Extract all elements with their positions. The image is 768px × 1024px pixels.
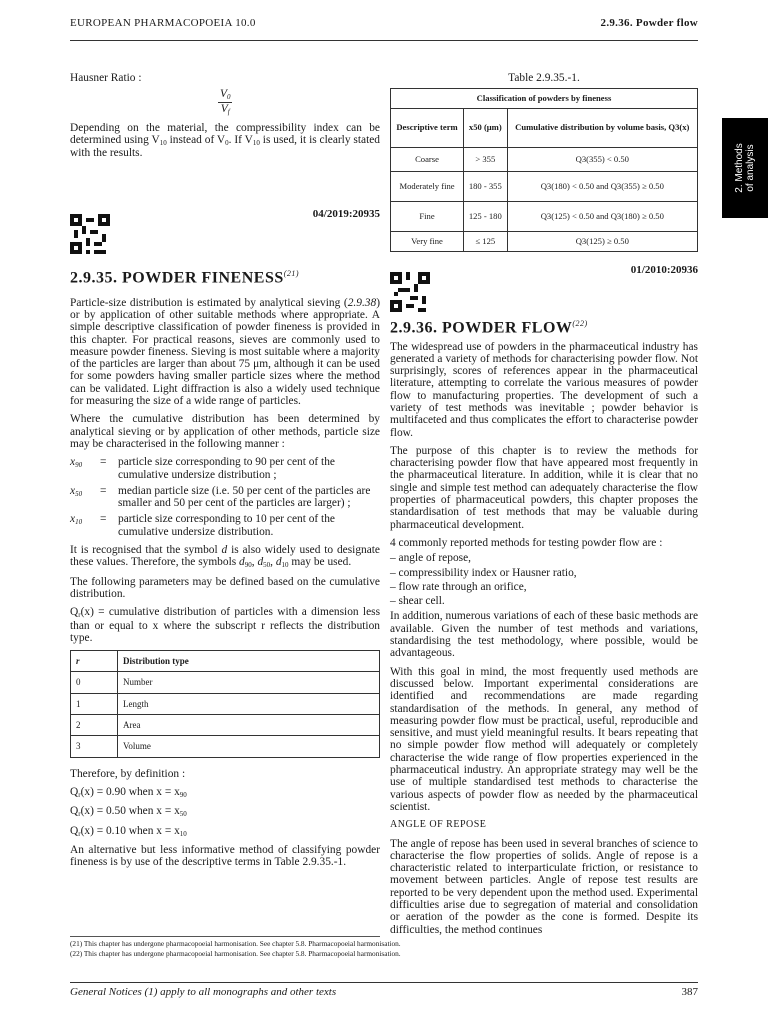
table-row: Fine 125 - 180 Q3(125) < 0.50 and Q3(180) ≥ 0.50 — [391, 201, 698, 231]
right-column — [390, 72, 698, 942]
fineness-table — [390, 88, 698, 251]
running-header-title: EUROPEAN PHARMACOPOEIA 10.0 — [70, 17, 256, 29]
qr-code — [70, 214, 380, 254]
footer-rule — [70, 982, 698, 983]
left-column — [70, 72, 380, 874]
equation: Qr(x) = 0.10 when x = x10 — [70, 824, 187, 838]
table-header: r — [71, 651, 118, 672]
paragraph: In addition, numerous variations of each of these basic methods are available. Given the number of test methods and variations, standardising the test methodology, where possible, would be advantageous. — [390, 610, 698, 660]
table-caption: Classification of powders by fineness — [391, 89, 698, 108]
paragraph: The widespread use of powders in the pharmaceutical industry has generated a variety of methods for characterising powder flow. Not surprisingly, scores of references appear in the pharmaceutical literature, attempting to correlate the various measures of powder flow to manufacturing properties. The development of such a variety of test methods was inevitable ; powder behavior is multifaceted and thus complicates the effort to characterise powder flow. — [390, 340, 698, 439]
table-header: Distribution type — [118, 651, 380, 672]
paragraph: 4 commonly reported methods for testing powder flow are : — [390, 536, 663, 549]
hausner-label: Hausner Ratio : — [70, 72, 142, 84]
hausner-formula: $\frac{V0}{Vf}$ — [220, 88, 231, 116]
table-header: Cumulative distribution by volume basis, Q3(x) — [507, 108, 697, 147]
table-row: Moderately fine 180 - 355 Q3(180) < 0.50 and Q3(355) ≥ 0.50 — [391, 171, 698, 201]
list-item: x10 = particle size corresponding to 10 per cent of the cumulative undersize distribution. — [70, 513, 335, 538]
equation: Qr(x) = 0.90 when x = x90 — [70, 785, 187, 799]
compressibility-note: Depending on the material, the compressibility index can be determined using V10 instead of V0. If V10 is used, it is clearly stated with the results. — [70, 121, 380, 160]
paragraph: The purpose of this chapter is to review the methods for characterising powder flow that have appeared most frequently in the pharmaceutical literature. In addition, while it is clear that no single and simple test method can adequately characterise the flow properties of pharmaceutical powders, this chapter proposes the standardisation of test methods that may be valuable during pharmaceutical development. — [390, 444, 698, 531]
ref-code: 01/2010:20936 — [630, 263, 698, 276]
side-tab-line1: 2. Methods — [734, 143, 745, 193]
table-row: 3 Volume — [71, 736, 380, 757]
section-title-flow: 2.9.36. POWDER FLOW$^{(22)}$ — [390, 318, 588, 337]
paragraph: Therefore, by definition : — [70, 767, 186, 780]
distribution-type-table — [70, 650, 380, 757]
definition-list — [70, 456, 380, 538]
paragraph: The following parameters may be defined based on the cumulative distribution. — [70, 575, 380, 600]
paragraph: The angle of repose has been used in several branches of science to characterise the flow properties of solids. Angle of repose is a characteristic related to interparticulate friction, or resistance to movement between particles. Angle of repose test results are reported to be very dependent upon the method used. Experimental difficulties arise due to segregation of material and consolidation or aeration of the powder as the cone is formed. Despite its difficulties, the method continues — [390, 837, 698, 936]
table-row: 1 Length — [71, 693, 380, 714]
paragraph: Qr(x) = cumulative distribution of particles with a dimension less than or equal to x where the subscript r reflects the distribution type. — [70, 606, 380, 644]
list-item: – flow rate through an orifice, — [390, 580, 527, 593]
list-item: x90 = particle size corresponding to 90 per cent of the cumulative undersize distribution ; — [70, 456, 335, 481]
table-header: x50 (μm) — [464, 108, 508, 147]
paragraph: An alternative but less informative method of classifying powder fineness is by use of the descriptive terms in Table 2.9.35.-1. — [70, 843, 380, 869]
table-title: Table 2.9.35.-1. — [508, 72, 580, 84]
table-row: Very fine ≤ 125 Q3(125) ≥ 0.50 — [391, 231, 698, 251]
footnote: (21) This chapter has undergone pharmacopoeial harmonisation. See chapter 5.8. Pharmacopoeial harmonisation. — [70, 939, 401, 948]
paragraph: It is recognised that the symbol d is also widely used to designate these values. Therefore, the symbols d90, d50, d10 may be used. — [70, 544, 380, 570]
subheading: ANGLE OF REPOSE — [390, 819, 487, 831]
equation: Qr(x) = 0.50 when x = x50 — [70, 805, 187, 819]
table-header: Descriptive term — [391, 108, 464, 147]
footer-note: General Notices (1) apply to all monographs and other texts — [70, 986, 337, 998]
footnote: (22) This chapter has undergone pharmacopoeial harmonisation. See chapter 5.8. Pharmacopoeial harmonisation. — [70, 948, 401, 958]
table-row: Coarse > 355 Q3(355) < 0.50 — [391, 147, 698, 171]
ref-code: 04/2019:20935 — [312, 207, 380, 220]
method-list — [390, 552, 698, 607]
running-header-section: 2.9.36. Powder flow — [600, 17, 698, 29]
section-title-fineness: 2.9.35. POWDER FINENESS$^{(21)}$ — [70, 269, 300, 287]
table-row: 0 Number — [71, 672, 380, 693]
paragraph: Particle-size distribution is estimated by analytical sieving (2.9.38) or by application of other suitable methods where appropriate. A simple descriptive classification of powder fineness is provided in this chapter. For practical reasons, sieves are commonly used to measure powder fineness. Sieving is most suitable where a majority of the particles are larger than about 75 μm, although it can be used for some powders having smaller particle sizes where the method can be validated. Light diffraction is also a widely used technique for measuring the size of a wide range of particles. — [70, 296, 380, 408]
list-item: – angle of repose, — [390, 552, 471, 565]
list-item: x50 = median particle size (i.e. 50 per cent of the particles are smaller and 50 per cent of the particles are larger) ; — [70, 484, 371, 510]
table-row: 2 Area — [71, 715, 380, 736]
list-item: – shear cell. — [390, 595, 445, 608]
paragraph: With this goal in mind, the most frequently used methods are discussed below. Important experimental considerations are identified and recommendations are made regarding standardisation of the methods. In general, any method of measuring powder flow must be practical, useful, reproducible and sensitive, and must yield meaningful results. It bears repeating that no simple powder flow method will adequately or completely characterise the wide range of flow properties experienced in the pharmaceutical industry. An appropriate strategy may well be the use of multiple standardised test methods to characterise the various aspects of powder flow as needed by the pharmaceutical scientist. — [390, 665, 698, 813]
side-tab — [722, 118, 768, 218]
page-number: 387 — [681, 986, 698, 998]
footnotes — [70, 939, 401, 958]
footnote-rule — [70, 936, 380, 937]
paragraph: Where the cumulative distribution has been determined by analytical sieving or by application of other methods, particle size may be characterised in the following manner : — [70, 413, 380, 450]
side-tab-line2: of analysis — [745, 144, 756, 192]
qr-code — [390, 272, 698, 312]
list-item: – compressibility index or Hausner ratio, — [390, 566, 577, 579]
header-rule — [70, 40, 698, 41]
